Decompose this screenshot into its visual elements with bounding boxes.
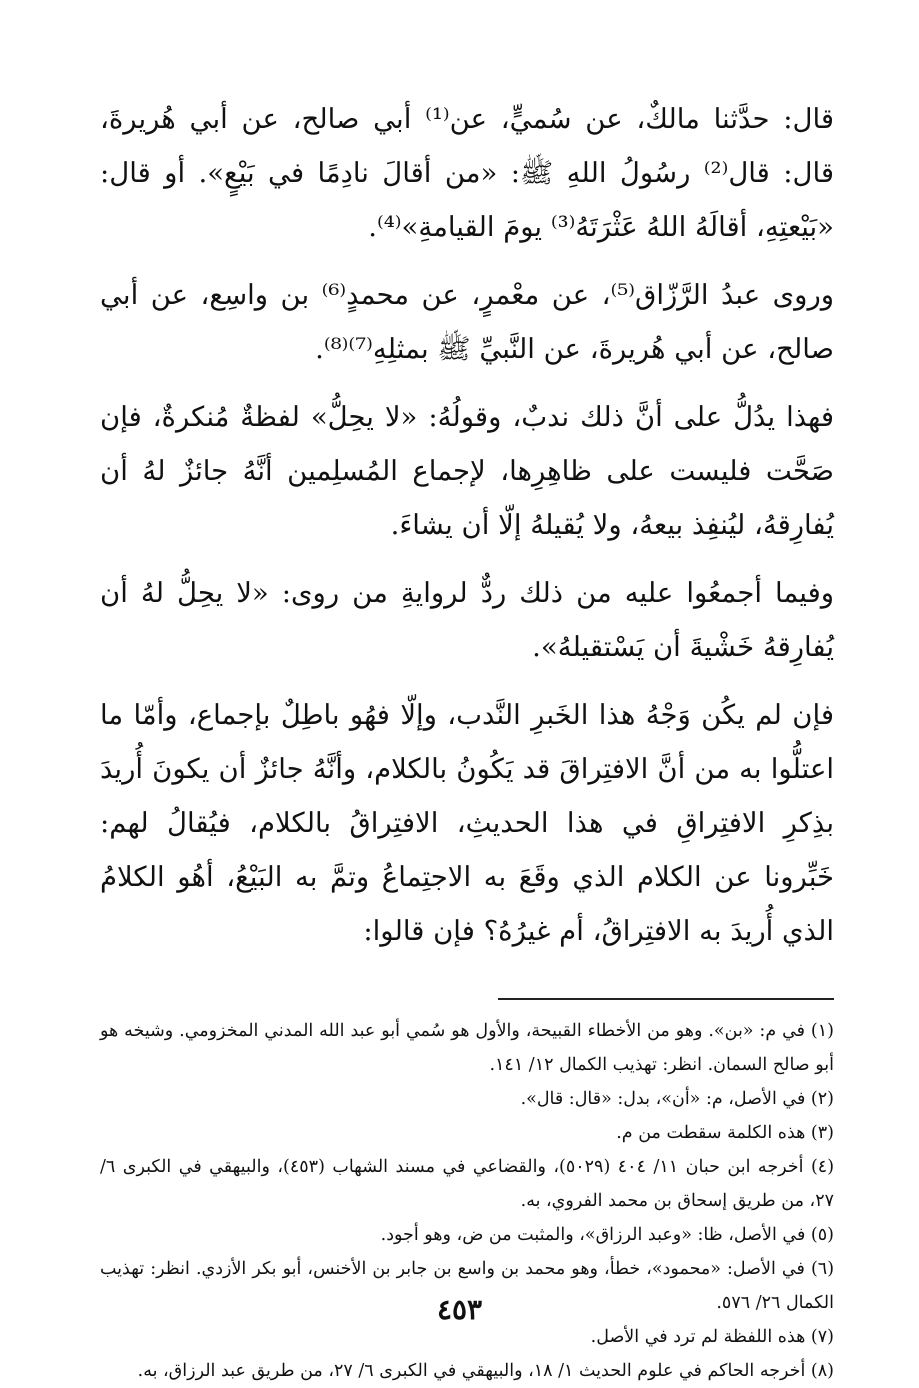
footnote: (٣) هذه الكلمة سقطت من م. [616,1123,834,1143]
footnote-divider [498,998,834,1000]
footnote: (٥) في الأصل، ظا: «وعبد الرزاق»، والمثبت من ض، وهو أجود. [380,1225,834,1245]
footnote: (٨) أخرجه الحاكم في علوم الحديث ١/ ١٨، والبيهقي في الكبرى ٦/ ٢٧، من طريق عبد الرزاق، به. [137,1361,834,1381]
footnote: (٢) في الأصل، م: «أن»، بدل: «قال: قال». [520,1089,834,1109]
footnote: (٦) في الأصل: «محمود»، خطأ، وهو محمد بن واسع بن جابر بن الأخنس، أبو بكر الأزدي. انظر: تهذيب الكمال ٢٦/ ٥٧٦. [100,1259,835,1313]
paragraph: وفيما أجمعُوا عليه من ذلك ردٌّ لروايةِ من روى: «لا يحِلُّ لهُ أن يُفارِقهُ خَشْيةَ أن يَسْتقيلهُ». [100,577,834,663]
paragraph: وروى عبدُ الرَّزّاق⁽⁵⁾، عن معْمرٍ، عن محمدٍ⁽⁶⁾ بن واسِع، عن أبي صالح، عن أبي هُريرةَ، عن النَّبيِّ ﷺ بمثلِهِ⁽⁷⁾⁽⁸⁾. [100,279,835,365]
footnote: (٧) هذه اللفظة لم ترد في الأصل. [590,1327,834,1347]
footnote: (٤) أخرجه ابن حبان ١١/ ٤٠٤ (٥٠٢٩)، والقضاعي في مسند الشهاب (٤٥٣)، والبيهقي في الكبرى ٦/ ٢٧، من طريق إسحاق بن محمد الفروي، به. [100,1157,835,1211]
page-number: ٤٥٣ [436,1293,483,1326]
paragraph: قال: حدَّثنا مالكٌ، عن سُميٍّ، عن⁽¹⁾ أبي صالح، عن أبي هُريرةَ، قال: قال⁽²⁾ رسُولُ اللهِ ﷺ: «من أقالَ نادِمًا في بَيْعٍ». أو قال: «بَيْعتِهِ، أقالَهُ اللهُ عَثْرَتَهُ⁽³⁾ يومَ القيامةِ»⁽⁴⁾. [100,103,834,243]
main-text [100,92,834,958]
paragraph: فإن لم يكُن وَجْهُ هذا الخَبرِ النَّدب، وإلّا فهُو باطِلٌ بإجماع، وأمّا ما اعتلُّوا به من أنَّ الافتِراقَ قد يَكُونُ بالكلام، وأنَّهُ جائزٌ أن يكونَ أُريدَ بذِكرِ الافتِراقِ في هذا الحديثِ، الافتِراقُ بالكلام، فيُقالُ لهم: خَبِّرونا عن الكلام الذي وقَعَ به الاجتِماعُ وتمَّ به البَيْعُ، أهُو الكلامُ الذي أُريدَ به الافتِراقُ، أم غيرُهُ؟ فإن قالوا: [100,699,834,947]
paragraph: فهذا يدُلُّ على أنَّ ذلك ندبٌ، وقولُهُ: «لا يحِلُّ» لفظةٌ مُنكرةٌ، فإن صَحَّت فليست على ظاهِرِها، لإجماع المُسلِمين أنَّهُ جائزٌ لهُ أن يُفارِقهُ، ليُنفِذ بيعهُ، ولا يُقيلهُ إلّا أن يشاءَ. [100,401,834,541]
footnotes [100,1014,834,1388]
footnote: (١) في م: «بن». وهو من الأخطاء القبيحة، والأول هو سُمي أبو عبد الله المدني المخزومي. وشيخه هو أبو صالح السمان. انظر: تهذيب الكمال ١٢/ ١٤١. [100,1021,834,1075]
